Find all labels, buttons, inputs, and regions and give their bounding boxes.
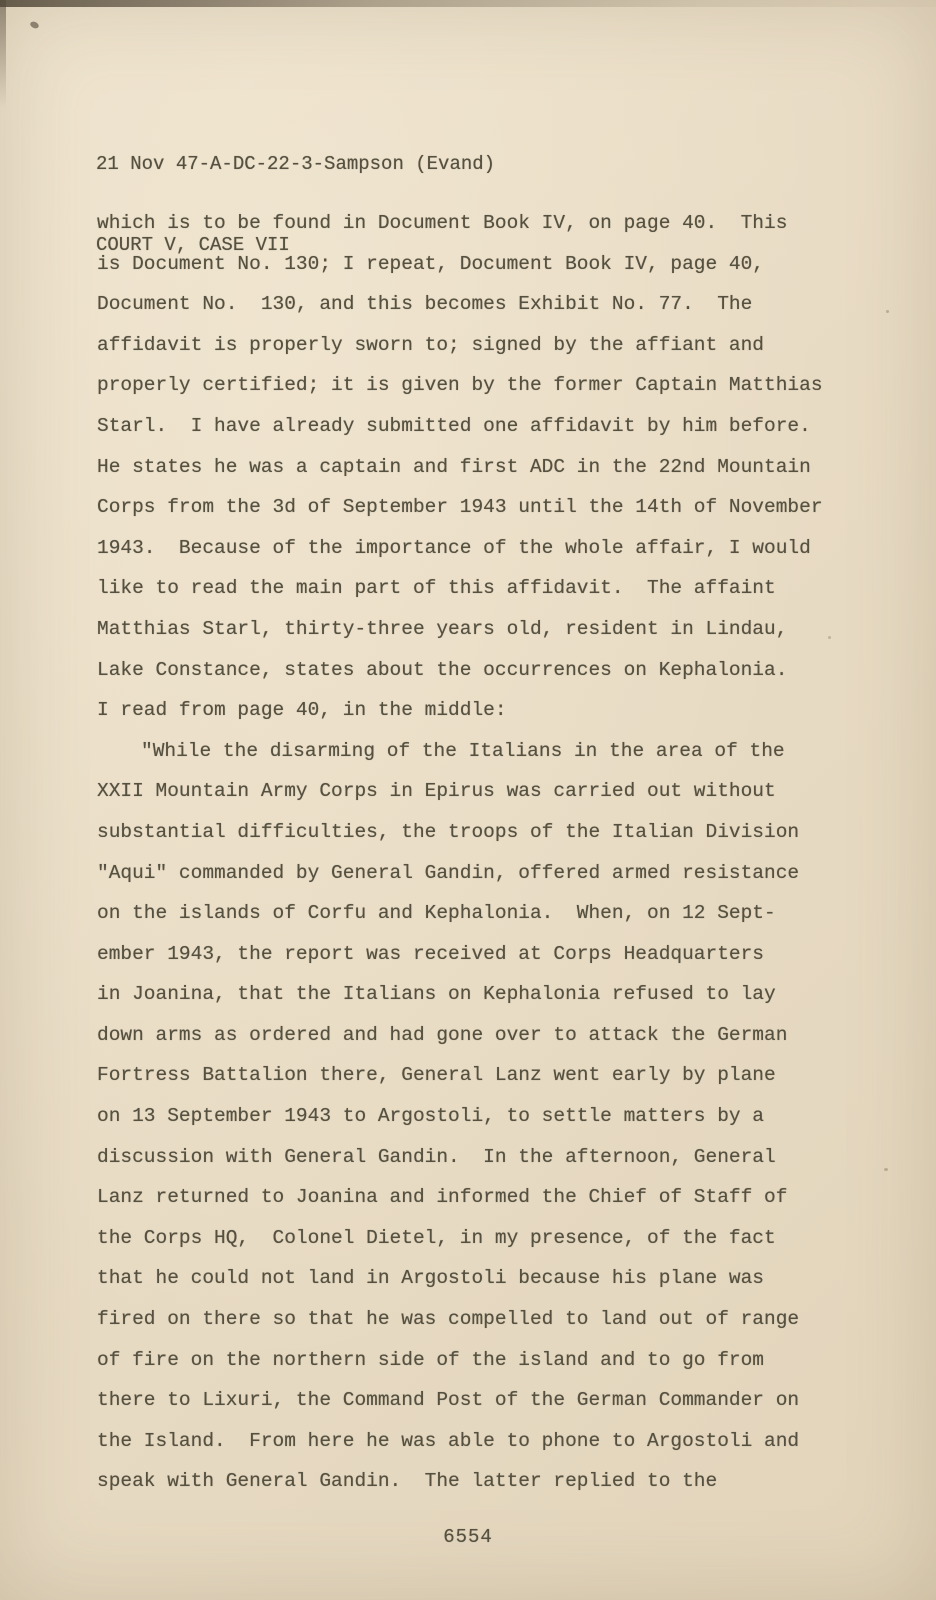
header-docket-line: 21 Nov 47-A-DC-22-3-Sampson (Evand) (96, 153, 496, 175)
scan-edge-artifact-left (0, 0, 6, 120)
text-line: Matthias Starl, thirty-three years old, resident in Lindau, (97, 617, 788, 640)
text-line: fired on there so that he was compelled to land out of range (97, 1308, 800, 1331)
text-line: which is to be found in Document Book IV, on page 40. This (97, 212, 788, 234)
text-line: Fortress Battalion there, General Lanz went early by plane (97, 1064, 776, 1087)
text-line: substantial difficulties, the troops of the Italian Division (97, 820, 800, 843)
text-line: discussion with General Gandin. In the afternoon, General (97, 1145, 776, 1168)
text-line: Lanz returned to Joanina and informed the Chief of Staff of (97, 1186, 788, 1209)
text-line: XXII Mountain Army Corps in Epirus was carried out without (97, 780, 776, 803)
text-line: ember 1943, the report was received at Corps Headquarters (97, 942, 765, 965)
text-line: there to Lixuri, the Command Post of the German Commander on (97, 1389, 800, 1412)
page-number: 6554 (443, 1526, 493, 1548)
text-line: I read from page 40, in the middle: (97, 699, 507, 722)
document-body (97, 203, 877, 1502)
header-court-case-line: COURT V, CASE VII (96, 234, 290, 256)
text-line: on the islands of Corfu and Kephalonia. When, on 12 Sept- (97, 902, 776, 925)
text-line: Starl. I have already submitted one affidavit by him before. (97, 414, 811, 437)
text-line: the Corps HQ, Colonel Dietel, in my presence, of the fact (97, 1226, 776, 1249)
text-line: down arms as ordered and had gone over to attack the German (97, 1023, 788, 1046)
text-line: Corps from the 3d of September 1943 until the 14th of November (97, 496, 823, 519)
scan-speck (886, 310, 889, 313)
text-line: like to read the main part of this affidavit. The affaint (97, 577, 776, 600)
text-line: Document No. 130, and this becomes Exhibit No. 77. The (97, 293, 753, 316)
text-line: "While the disarming of the Italians in the area of the (141, 739, 785, 762)
scan-speck (29, 20, 40, 29)
scan-edge-artifact-top (0, 0, 936, 7)
text-line: on 13 September 1943 to Argostoli, to settle matters by a (97, 1105, 765, 1128)
text-line: Lake Constance, states about the occurrences on Kephalonia. (97, 658, 788, 681)
text-line: that he could not land in Argostoli because his plane was (97, 1267, 765, 1290)
text-line: of fire on the northern side of the island and to go from (97, 1348, 765, 1371)
text-line: He states he was a captain and first ADC in the 22nd Mountain (97, 455, 811, 478)
text-line: speak with General Gandin. The latter replied to the (97, 1470, 718, 1493)
text-line: in Joanina, that the Italians on Kephalonia refused to lay (97, 983, 776, 1006)
text-line: affidavit is properly sworn to; signed by the affiant and (97, 333, 765, 356)
text-line: 1943. Because of the importance of the whole affair, I would (97, 536, 811, 559)
text-line: the Island. From here he was able to phone to Argostoli and (97, 1429, 800, 1452)
text-line: properly certified; it is given by the former Captain Matthias (97, 374, 823, 397)
text-line: "Aqui" commanded by General Gandin, offered armed resistance (97, 861, 800, 884)
text-line: is Document No. 130; I repeat, Document Book IV, page 40, (97, 252, 765, 275)
scan-speck (884, 1168, 888, 1171)
